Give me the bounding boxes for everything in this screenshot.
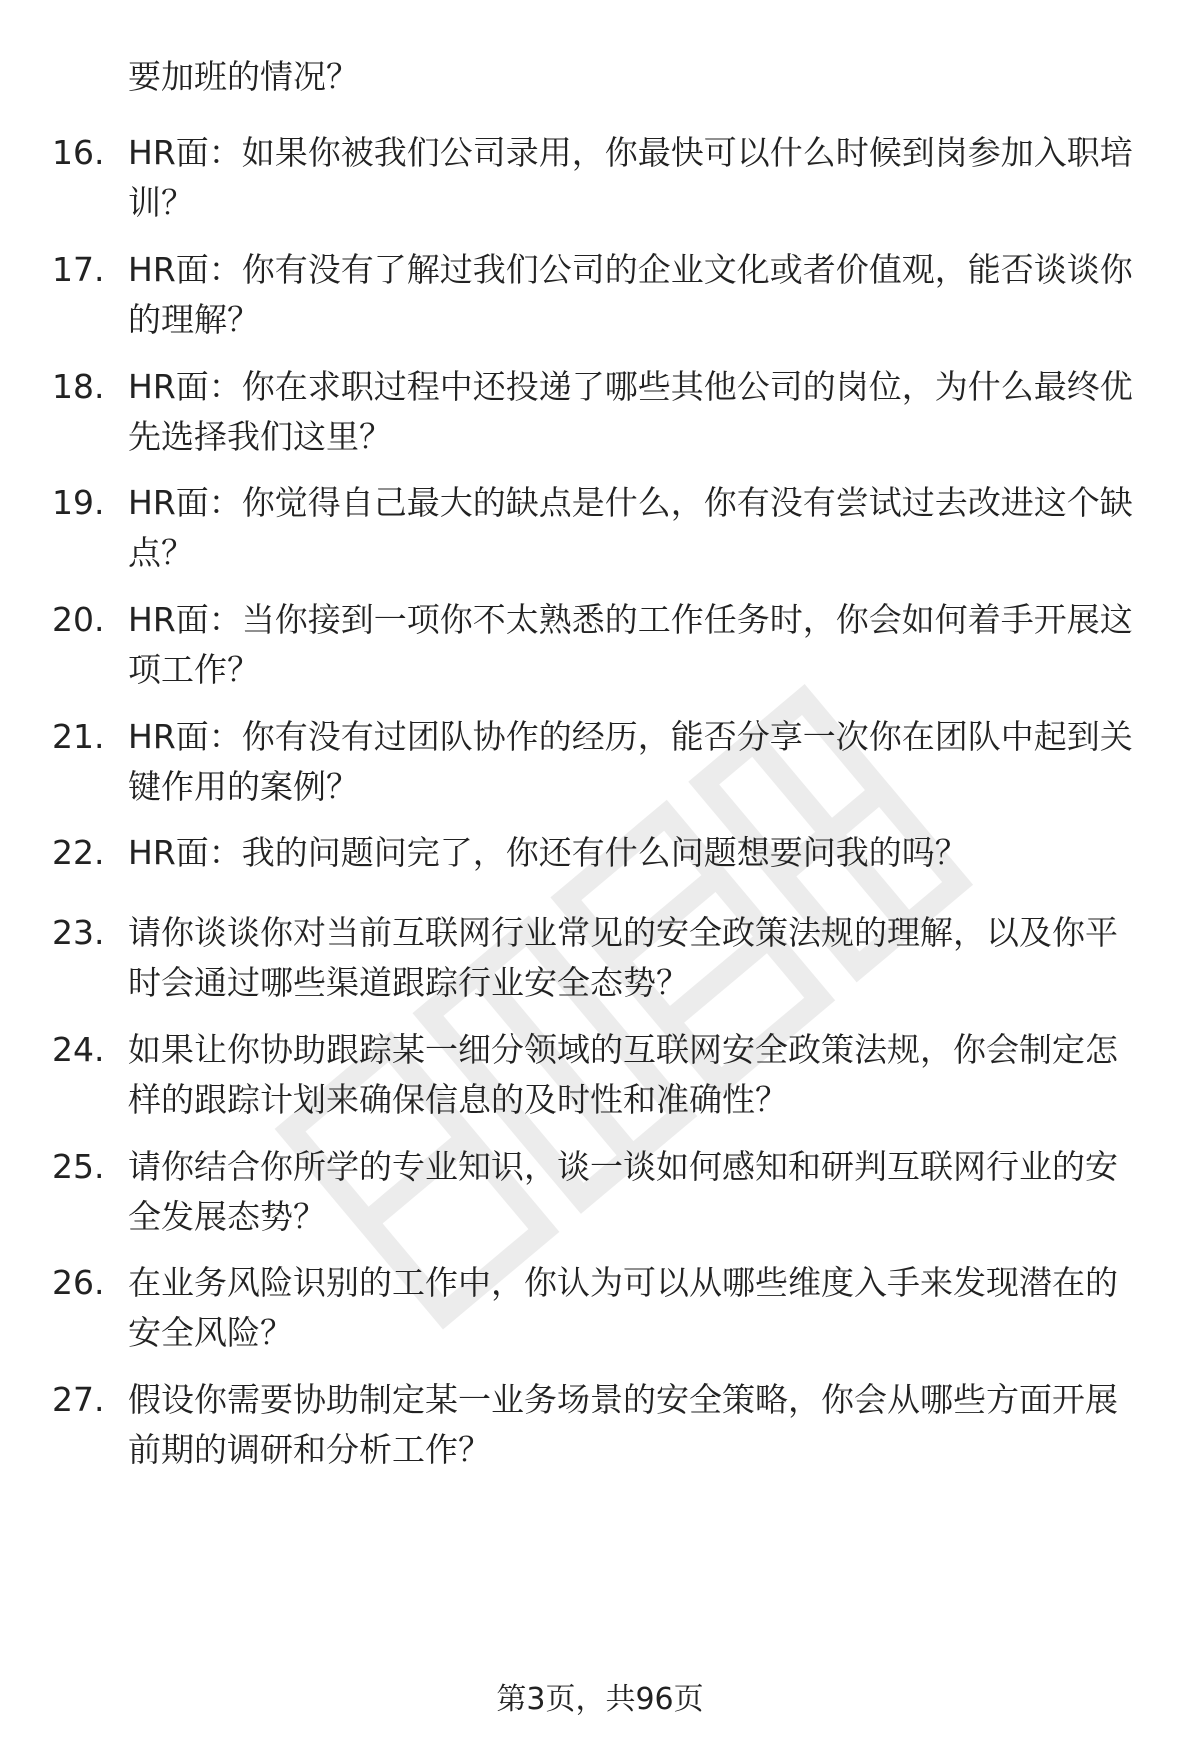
question-number: 19. [52, 483, 105, 522]
question-number: 27. [52, 1380, 105, 1419]
question-text: 在业务风险识别的工作中，你认为可以从哪些维度入手来发现潜在的安全风险？ [128, 1263, 1118, 1352]
question-text: HR面：你在求职过程中还投递了哪些其他公司的岗位，为什么最终优先选择我们这里？ [128, 367, 1133, 456]
question-text: HR面：你觉得自己最大的缺点是什么，你有没有尝试过去改进这个缺点？ [128, 483, 1133, 572]
question-number: 20. [52, 600, 105, 639]
question-text: 假设你需要协助制定某一业务场景的安全策略，你会从哪些方面开展前期的调研和分析工作？ [128, 1380, 1118, 1469]
question-text: 如果让你协助跟踪某一细分领域的互联网安全政策法规，你会制定怎样的跟踪计划来确保信息的及时性和准确性？ [128, 1030, 1118, 1119]
question-text: HR面：如果你被我们公司录用，你最快可以什么时候到岗参加入职培训？ [128, 133, 1133, 222]
question-number: 21. [52, 717, 105, 756]
question-text: 请你谈谈你对当前互联网行业常见的安全政策法规的理解，以及你平时会通过哪些渠道跟踪行业安全态势？ [128, 913, 1118, 1002]
page-number-footer: 第3页，共96页 [496, 1682, 704, 1717]
question-text: HR面：你有没有了解过我们公司的企业文化或者价值观，能否谈谈你的理解？ [128, 250, 1133, 339]
question-number: 24. [52, 1030, 105, 1069]
question-number: 17. [52, 250, 105, 289]
question-number: 16. [52, 133, 105, 172]
continued-question-text: 要加班的情况？ [128, 57, 359, 96]
question-text: HR面：当你接到一项你不太熟悉的工作任务时，你会如何着手开展这项工作？ [128, 600, 1133, 689]
question-number: 18. [52, 367, 105, 406]
question-text: 请你结合你所学的专业知识，谈一谈如何感知和研判互联网行业的安全发展态势？ [128, 1147, 1118, 1236]
question-number: 26. [52, 1263, 105, 1302]
question-text: HR面：我的问题问完了，你还有什么问题想要问我的吗？ [128, 833, 968, 872]
question-number: 23. [52, 913, 105, 952]
question-number: 22. [52, 833, 105, 872]
question-text: HR面：你有没有过团队协作的经历，能否分享一次你在团队中起到关键作用的案例？ [128, 717, 1133, 806]
question-number: 25. [52, 1147, 105, 1186]
